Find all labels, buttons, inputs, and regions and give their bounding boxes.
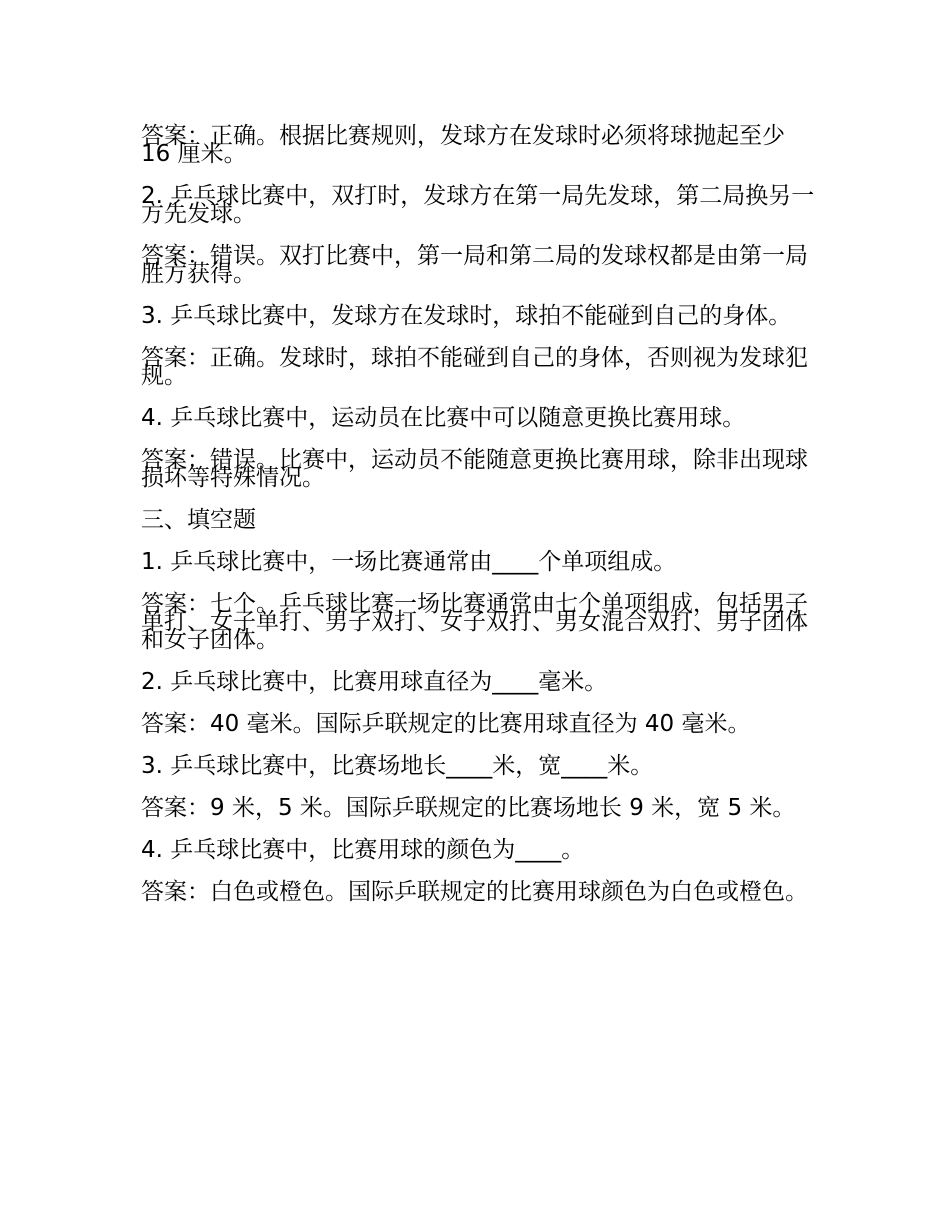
- answer-paragraph: 答案：40 毫米。国际乒联规定的比赛用球直径为 40 毫米。: [141, 711, 751, 737]
- question-paragraph: 4. 乒乓球比赛中，比赛用球的颜色为____。: [141, 837, 585, 863]
- answer-paragraph: 答案：正确。根据比赛规则，发球方在发球时必须将球抛起至少 16 厘米。: [141, 123, 785, 167]
- answer-paragraph: 答案：错误。比赛中，运动员不能随意更换比赛用球，除非出现球损坏等特殊情况。: [141, 447, 808, 491]
- question-paragraph: 2. 乒乓球比赛中，双打时，发球方在第一局先发球，第二局换另一方先发球。: [141, 183, 815, 227]
- question-paragraph: 1. 乒乓球比赛中，一场比赛通常由____个单项组成。: [141, 549, 677, 575]
- section-heading: 三、填空题: [141, 507, 256, 533]
- question-paragraph: 3. 乒乓球比赛中，发球方在发球时，球拍不能碰到自己的身体。: [141, 303, 792, 329]
- question-paragraph: 2. 乒乓球比赛中，比赛用球直径为____毫米。: [141, 669, 608, 695]
- document-page: [141, 123, 821, 925]
- answer-paragraph: 答案：错误。双打比赛中，第一局和第二局的发球权都是由第一局胜方获得。: [141, 243, 808, 287]
- question-paragraph: 4. 乒乓球比赛中，运动员在比赛中可以随意更换比赛用球。: [141, 405, 746, 431]
- answer-paragraph: 答案：七个。乒乓球比赛一场比赛通常由七个单项组成，包括男子单打、女子单打、男子双打、女子双打、男女混合双打、男子团体和女子团体。: [141, 591, 808, 653]
- answer-paragraph: 答案：9 米，5 米。国际乒联规定的比赛场地长 9 米，宽 5 米。: [141, 795, 796, 821]
- answer-paragraph: 答案：白色或橙色。国际乒联规定的比赛用球颜色为白色或橙色。: [141, 879, 808, 905]
- answer-paragraph: 答案：正确。发球时，球拍不能碰到自己的身体，否则视为发球犯规。: [141, 345, 808, 389]
- question-paragraph: 3. 乒乓球比赛中，比赛场地长____米，宽____米。: [141, 753, 654, 779]
